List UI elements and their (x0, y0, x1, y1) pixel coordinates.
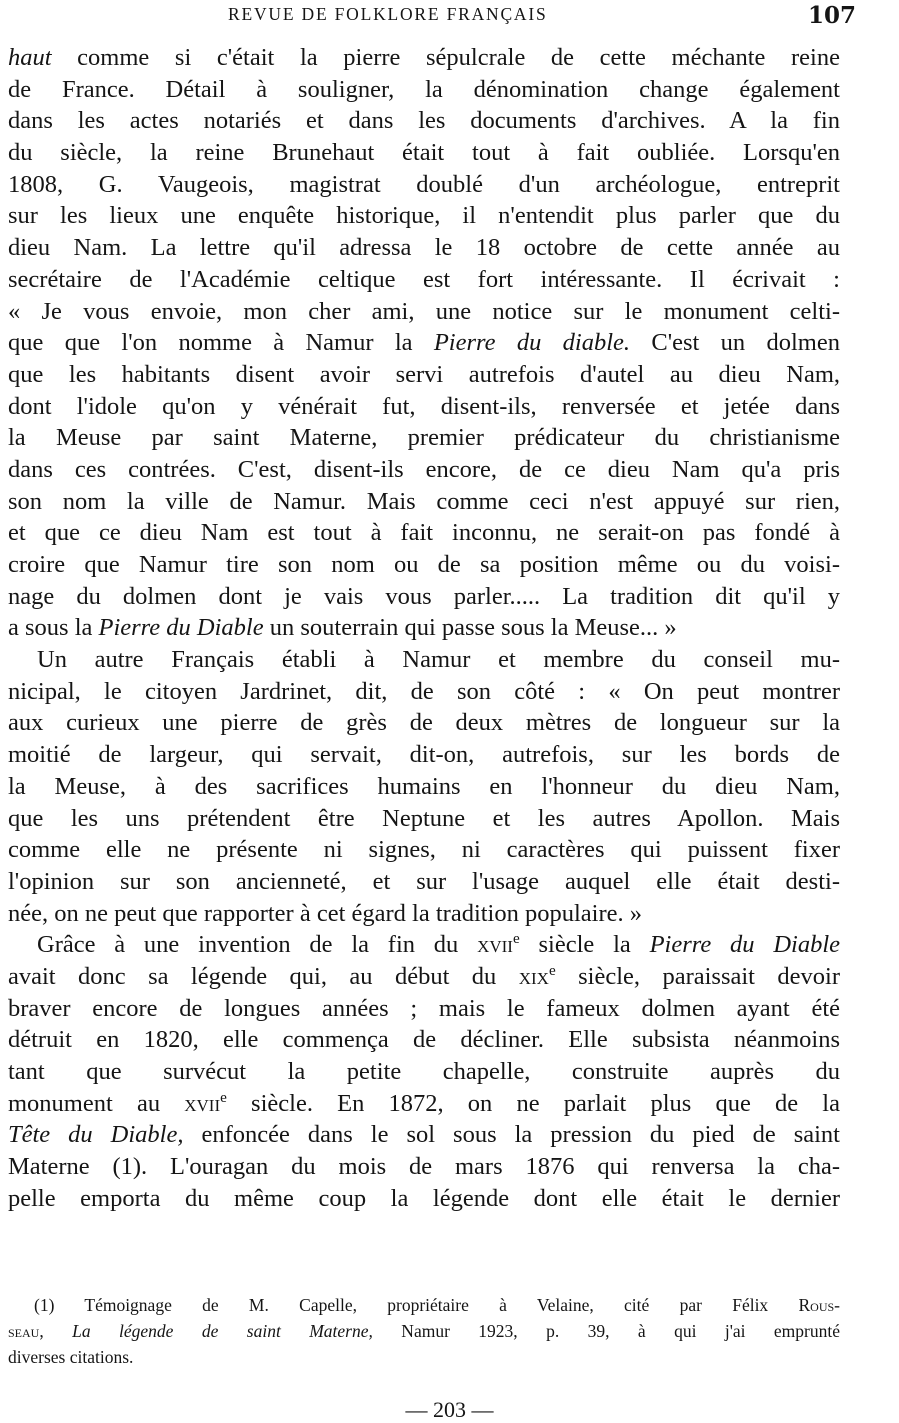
text-line (8, 1024, 840, 1056)
text-line (8, 1183, 840, 1215)
text-span: aux curieux une pierre de grès de deux mètres de longueur sur la (8, 709, 840, 737)
text-span: a sous la (8, 614, 99, 642)
text-span: l'opinion sur son ancienneté, et sur l'usage auquel elle était desti- (8, 867, 840, 895)
text-span: pelle emporta du même coup la légende dont elle était le dernier (8, 1184, 840, 1212)
text-line (8, 612, 840, 644)
text-span: dont l'idole qu'on y vénérait fut, disent-ils, renversée et jetée dans (8, 392, 840, 420)
running-title: REVUE DE FOLKLORE FRANÇAIS (228, 4, 548, 24)
text-line (8, 200, 840, 232)
text-span: comme si c'était la pierre sépulcrale de cette méchante reine (51, 44, 840, 71)
italic-span: Pierre du diable. (433, 329, 631, 357)
text-span: son nom la ville de Namur. Mais comme ceci n'est appuyé sur rien, (8, 487, 840, 515)
text-line (8, 42, 840, 74)
text-line (8, 1088, 840, 1120)
footnote-line (8, 1318, 840, 1344)
text-span: née, on ne peut que rapporter à cet égard la tradition populaire. » (8, 899, 643, 927)
text-line (8, 359, 840, 391)
text-span: xix (518, 962, 549, 990)
text-span: Materne (1). L'ouragan du mois de mars 1876 qui renversa la cha- (8, 1153, 840, 1181)
text-span: Grâce à une invention de la fin du (37, 931, 478, 959)
text-line (8, 676, 840, 708)
text-span: siècle, paraissait devoir (555, 962, 840, 990)
text-line (8, 232, 840, 264)
text-line (8, 169, 840, 201)
text-span: « Je vous envoie, mon cher ami, une notice sur le monument celti- (8, 297, 840, 325)
text-span: dans ces contrées. C'est, disent-ils encore, de ce dieu Nam qu'a pris (8, 455, 840, 483)
text-line (8, 1151, 840, 1183)
text-line (8, 644, 840, 676)
footnote-block (8, 1292, 840, 1370)
text-span: avait donc sa légende qui, au début du (8, 962, 519, 990)
text-span: siècle la (519, 931, 650, 959)
text-span: sur les lieux une enquête historique, il n'entendit plus parler que du (8, 202, 840, 230)
text-line (8, 296, 840, 328)
text-span: dieu Nam. La lettre qu'il adressa le 18 octobre de cette année au (8, 234, 840, 262)
text-line (8, 74, 840, 106)
text-span: enfoncée dans le sol sous la pression du pied de saint (183, 1121, 840, 1149)
text-span: nage du dolmen dont je vais vous parler..... La tradition dit qu'il y (8, 582, 840, 610)
text-span: secrétaire de l'Académie celtique est fort intéressante. Il écrivait : (8, 265, 840, 293)
text-span: diverses citations. (8, 1347, 134, 1367)
text-span: siècle. En 1872, on ne parlait plus que de la (226, 1089, 840, 1117)
text-line (8, 803, 840, 835)
text-span: tant que survécut la petite chapelle, construite auprès du (8, 1058, 840, 1085)
text-span: , (39, 1321, 73, 1341)
italic-span: Tête du Diable, (8, 1121, 184, 1149)
italic-span: Pierre du Diable (98, 614, 264, 642)
text-line (8, 486, 840, 518)
text-span: de France. Détail à souligner, la dénomination change également (8, 75, 840, 103)
text-span: Un autre Français établi à Namur et membre du conseil mu- (37, 646, 840, 674)
text-line (8, 929, 840, 961)
text-span: (1) Témoignage de M. Capelle, propriétaire à Velaine, cité par Félix (34, 1295, 799, 1315)
text-line (8, 993, 840, 1025)
text-line (8, 549, 840, 581)
text-span: e (220, 1088, 227, 1106)
text-line (8, 961, 840, 993)
text-span: la Meuse, à des sacrifices humains en l'honneur du dieu Nam, (8, 772, 840, 800)
text-span: Rous- (798, 1295, 840, 1315)
text-span: 1808, G. Vaugeois, magistrat doublé d'un archéologue, entreprit (8, 170, 840, 198)
text-span: que les habitants disent avoir servi autrefois d'autel au dieu Nam, (8, 360, 840, 388)
text-span: du siècle, la reine Brunehaut était tout à fait oubliée. Lorsqu'en (8, 139, 840, 167)
text-span: Namur 1923, p. 39, à qui j'ai emprunté (372, 1321, 840, 1341)
text-span: que que l'on nomme à Namur la (8, 329, 434, 357)
text-line (8, 834, 840, 866)
text-line (8, 707, 840, 739)
text-span: C'est un dolmen (630, 329, 840, 357)
page-number-bottom: — 203 — (405, 1397, 494, 1422)
text-span: xvii (184, 1089, 221, 1117)
text-line (8, 581, 840, 613)
text-line (8, 137, 840, 169)
text-line (8, 898, 840, 930)
text-line (8, 105, 840, 137)
text-line (8, 517, 840, 549)
italic-span: Pierre du Diable (649, 931, 840, 959)
text-span: xvii (477, 931, 513, 959)
text-span: e (512, 930, 520, 948)
italic-span: La légende de saint Materne, (72, 1321, 373, 1341)
text-line (8, 422, 840, 454)
text-span: seau (8, 1321, 40, 1341)
text-span: monument au (8, 1089, 185, 1117)
main-text (8, 42, 840, 1214)
running-header (0, 2, 899, 28)
text-line (8, 264, 840, 296)
text-span: comme elle ne présente ni signes, ni caractères qui puissent fixer (8, 836, 840, 864)
text-span: e (548, 961, 556, 979)
text-line (8, 327, 840, 359)
text-line (8, 1119, 840, 1151)
footnote-line (8, 1344, 840, 1370)
text-span: un souterrain qui passe sous la Meuse... » (263, 614, 677, 642)
page-number-top: 107 (808, 2, 857, 29)
text-span: la Meuse par saint Materne, premier prédicateur du christianisme (8, 424, 840, 452)
text-span: dans les actes notariés et dans les documents d'archives. A la fin (8, 107, 840, 135)
footnote-line (8, 1292, 840, 1318)
text-line (8, 739, 840, 771)
text-span: et que ce dieu Nam est tout à fait inconnu, ne serait-on pas fondé à (8, 519, 840, 547)
text-span: nicipal, le citoyen Jardrinet, dit, de son côté : « On peut montrer (8, 677, 840, 705)
text-line (8, 1056, 840, 1088)
text-span: détruit en 1820, elle commença de décliner. Elle subsista néanmoins (8, 1026, 840, 1054)
text-span: croire que Namur tire son nom ou de sa position même ou du voisi- (8, 551, 840, 578)
text-line (8, 771, 840, 803)
text-span: que les uns prétendent être Neptune et les autres Apollon. Mais (8, 804, 840, 832)
text-line (8, 454, 840, 486)
text-line (8, 391, 840, 423)
text-line (8, 866, 840, 898)
italic-span: haut (8, 44, 52, 71)
text-span: moitié de largeur, qui servait, dit-on, autrefois, sur les bords de (8, 741, 840, 769)
text-span: braver encore de longues années ; mais le fameux dolmen ayant été (8, 994, 840, 1022)
